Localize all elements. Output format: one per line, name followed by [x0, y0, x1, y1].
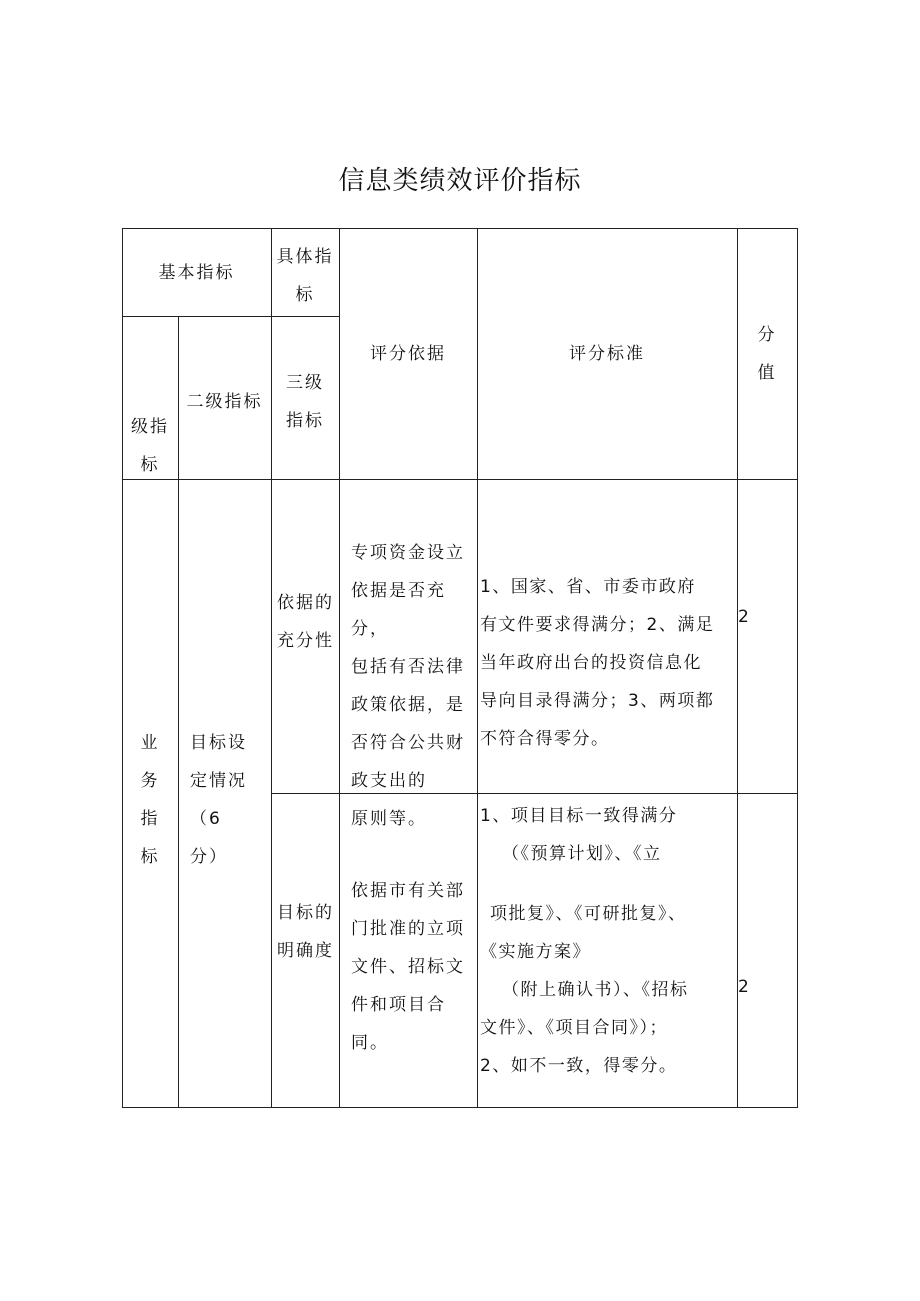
header-level3: 三级 指标	[286, 373, 324, 431]
row1-level3: 依据的 充分性	[277, 593, 334, 651]
header-specific-indicator: 具体指 标	[276, 247, 334, 305]
row2-basis: 依据市有关部 门批准的立项 文件、招标文 件和项目合 同。	[351, 881, 465, 1053]
row1-score: 2	[738, 607, 751, 627]
header-level2: 二级指标	[186, 392, 263, 412]
level2-goal-setting: 目标设 定情况 （6 分）	[190, 733, 247, 867]
row2-standard: 1、项目目标一致得满分 （《预算计划》、《立 项批复》、《可研批复》、 《实施方案》 （附上确认书）、《招标 文件》、《项目合同》）； 2、如不一致，得零分。	[480, 806, 689, 1076]
header-standard: 评分标准	[569, 344, 645, 364]
header-basic-indicator: 基本指标	[158, 263, 235, 283]
header-basis: 评分依据	[370, 344, 446, 364]
row2-level3: 目标的 明确度	[277, 903, 334, 961]
row1-basis: 专项资金设立 依据是否充分， 包括有否法律 政策依据，是 否符合公共财 政支出的 原则等。	[351, 543, 465, 829]
header-level1: 级指 标	[131, 417, 169, 475]
header-score: 分 值	[757, 325, 777, 383]
document-title: 信息类绩效评价指标	[338, 166, 582, 196]
row1-standard: 1、国家、省、市委市政府 有文件要求得满分；2、满足 当年政府出台的投资信息化 导向目录得满分；3、两项都 不符合得零分。	[480, 577, 715, 749]
level1-business-indicator: 业 务 指 标	[140, 733, 160, 867]
row2-score: 2	[738, 977, 751, 997]
